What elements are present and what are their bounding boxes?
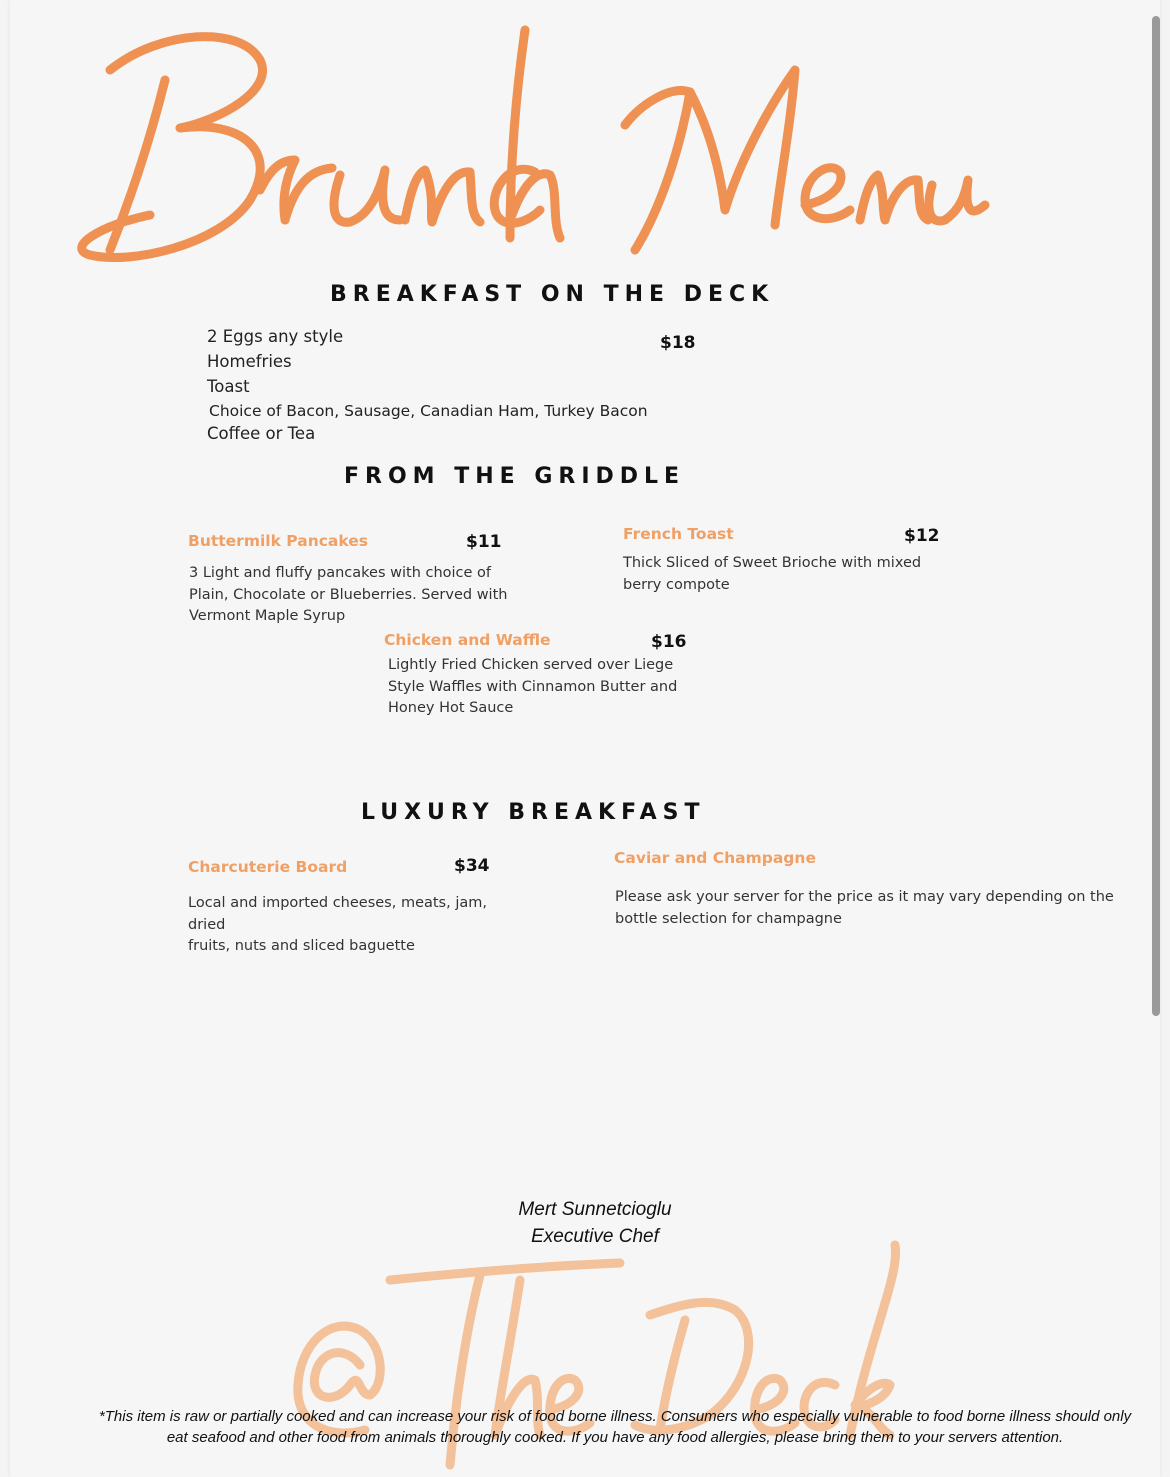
item-desc-french-toast xyxy=(623,553,943,596)
desc-line: berry compote xyxy=(623,576,730,593)
item-name-buttermilk-pancakes: Buttermilk Pancakes xyxy=(188,532,369,550)
desc-line: Honey Hot Sauce xyxy=(388,700,514,716)
item-price-chicken-and-waffle: $16 xyxy=(651,632,687,652)
chef-role: Executive Chef xyxy=(531,1226,659,1247)
allergy-disclaimer xyxy=(70,1406,1160,1448)
item-price-french-toast: $12 xyxy=(904,526,940,546)
breakfast-line: Choice of Bacon, Sausage, Canadian Ham, Turkey Bacon xyxy=(209,402,648,420)
item-name-french-toast: French Toast xyxy=(623,525,734,543)
item-desc-chicken-and-waffle xyxy=(388,655,688,720)
breakfast-line: Homefries xyxy=(207,352,292,371)
breakfast-line: Coffee or Tea xyxy=(207,424,316,443)
breakfast-line: Toast xyxy=(207,377,250,396)
desc-line: Plain, Chocolate or Blueberries. Served with xyxy=(189,586,508,603)
section-heading-griddle: FROM THE GRIDDLE xyxy=(344,464,686,489)
desc-line: Local and imported cheeses, meats, jam, dried xyxy=(188,895,487,933)
item-desc-charcuterie-board xyxy=(188,893,528,958)
item-price-buttermilk-pancakes: $11 xyxy=(466,532,502,552)
breakfast-price: $18 xyxy=(660,333,696,353)
chef-name: Mert Sunnetcioglu xyxy=(518,1199,672,1220)
desc-line: 3 Light and fluffy pancakes with choice of xyxy=(189,565,492,581)
breakfast-line: 2 Eggs any style xyxy=(207,327,344,346)
item-desc-caviar-and-champagne xyxy=(615,887,1135,930)
item-desc-buttermilk-pancakes xyxy=(189,563,519,628)
desc-line: fruits, nuts and sliced baguette xyxy=(188,938,415,954)
desc-line: Lightly Fried Chicken served over Liege xyxy=(388,657,674,673)
disclaimer-line: eat seafood and other food from animals thoroughly cooked. If you have any food allergies, please bring them to your servers attention. xyxy=(166,1429,1064,1446)
desc-line: bottle selection for champagne xyxy=(615,910,842,927)
disclaimer-line: *This item is raw or partially cooked and can increase your risk of food borne illness. Consumers who especially vulnerable to food borne illness should only xyxy=(98,1408,1132,1425)
section-heading-luxury: LUXURY BREAKFAST xyxy=(361,800,706,825)
desc-line: Thick Sliced of Sweet Brioche with mixed xyxy=(623,555,922,571)
item-name-charcuterie-board: Charcuterie Board xyxy=(188,858,348,876)
brunch-menu-title-logo xyxy=(70,10,990,280)
chef-signature xyxy=(420,1196,770,1250)
desc-line: Please ask your server for the price as it may vary depending on the xyxy=(615,889,1114,905)
item-name-chicken-and-waffle: Chicken and Waffle xyxy=(384,631,551,649)
vertical-scrollbar[interactable] xyxy=(1152,16,1160,1016)
item-price-charcuterie-board: $34 xyxy=(454,856,490,876)
desc-line: Style Waffles with Cinnamon Butter and xyxy=(388,678,678,695)
section-heading-breakfast: BREAKFAST ON THE DECK xyxy=(330,282,775,307)
desc-line: Vermont Maple Syrup xyxy=(189,608,346,624)
item-name-caviar-and-champagne: Caviar and Champagne xyxy=(614,849,816,867)
